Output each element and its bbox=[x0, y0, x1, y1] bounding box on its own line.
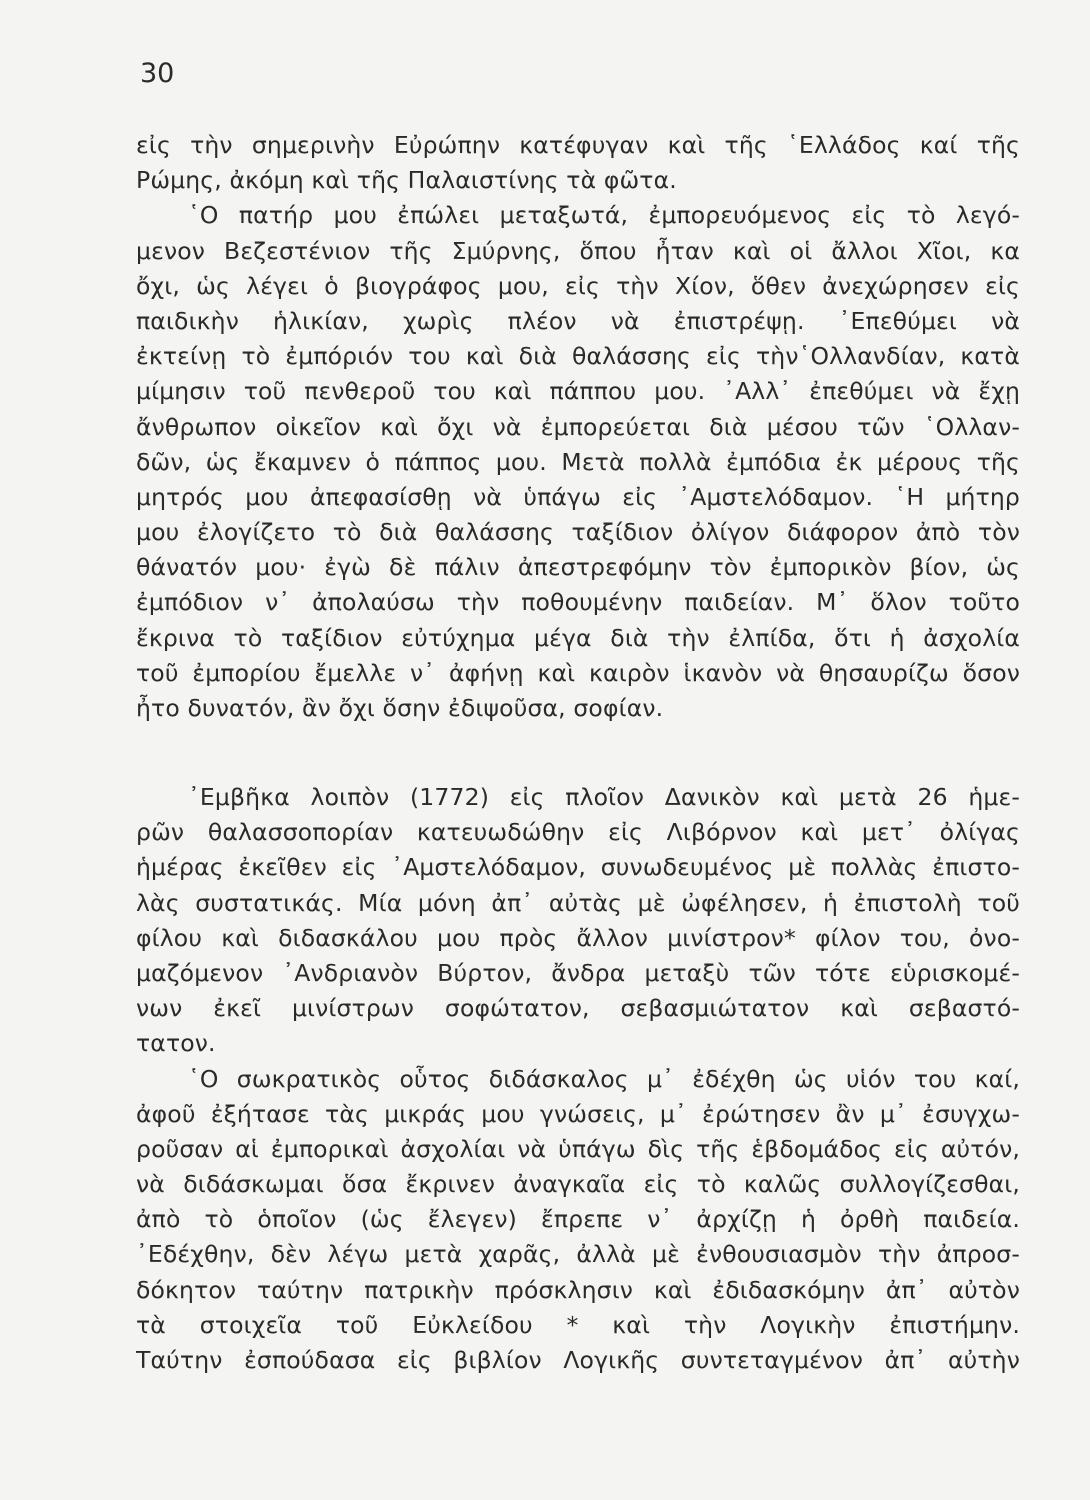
text-line: ἐμπόδιον ν᾿ ἀπολαύσω τὴν ποθουμένην παιδείαν. Μ᾿ ὅλον τοῦτο bbox=[136, 588, 1020, 617]
text-line: παιδικὴν ἡλικίαν, χωρὶς πλέον νὰ ἐπιστρέψῃ. ᾿Επεθύμει νὰ bbox=[136, 306, 1020, 335]
text-line: Ρώμης, ἀκόμη καὶ τῆς Παλαιστίνης τὰ φῶτα. bbox=[136, 166, 677, 195]
text-line: μητρός μου ἀπεφασίσθῃ νὰ ὑπάγω εἰς ᾿Αμστελόδαμον. ῾Η μήτηρ bbox=[136, 482, 1020, 511]
text-line: ὄχι, ὡς λέγει ὁ βιογράφος μου, εἰς τὴν Χίον, ὅθεν ἀνεχώρησεν εἰς bbox=[136, 271, 1020, 300]
text-line: ᾿Εμβῆκα λοιπὸν (1772) εἰς πλοῖον Δανικὸν καὶ μετὰ 26 ἡμε- bbox=[188, 783, 1020, 811]
text-line: τατον. bbox=[136, 1029, 216, 1058]
text-line: φίλου καὶ διδασκάλου μου πρὸς ἄλλον μινίστρον* φίλον του, ὀνο- bbox=[136, 923, 1020, 952]
text-block-lower bbox=[136, 780, 1020, 1378]
text-line: ἄνθρωπον οἰκεῖον καὶ ὄχι νὰ ἐμπορεύεται διὰ μέσου τῶν ῾Ολλαν- bbox=[136, 412, 1020, 441]
text-line: Ταύτην ἐσπούδασα εἰς βιβλίον Λογικῆς συντεταγμένον ἀπ᾿ αὐτὴν bbox=[136, 1346, 1020, 1374]
text-line: ἀφοῦ ἐξήτασε τὰς μικράς μου γνώσεις, μ᾿ ἐρώτησεν ἂν μ᾿ ἐσυγχω- bbox=[136, 1099, 1020, 1128]
text-line: ἔκρινα τὸ ταξίδιον εὐτύχημα μέγα διὰ τὴν ἐλπίδα, ὅτι ἡ ἀσχολία bbox=[136, 623, 1020, 652]
text-line: ἦτο δυνατόν, ἂν ὄχι ὅσην ἐδιψοῦσα, σοφίαν. bbox=[136, 694, 664, 722]
text-line: μου ἐλογίζετο τὸ διὰ θαλάσσης ταξίδιον ὀλίγον διάφορον ἀπὸ τὸν bbox=[136, 518, 1020, 547]
text-line: θάνατόν μου· ἐγὼ δὲ πάλιν ἀπεστρεφόμην τὸν ἐμπορικὸν βίον, ὡς bbox=[136, 553, 1020, 582]
page-number: 30 bbox=[140, 58, 175, 89]
text-line: τοῦ ἐμπορίου ἔμελλε ν᾿ ἀφήνῃ καὶ καιρὸν ἱκανὸν νὰ θησαυρίζω ὅσον bbox=[136, 658, 1020, 687]
text-line: νων ἐκεῖ μινίστρων σοφώτατον, σεβασμιώτατον καὶ σεβαστό- bbox=[136, 994, 1020, 1023]
text-line: δῶν, ὡς ἔκαμνεν ὁ πάππος μου. Μετὰ πολλὰ ἐμπόδια ἐκ μέρους τῆς bbox=[136, 447, 1020, 476]
text-line: ῾Ο σωκρατικὸς οὗτος διδάσκαλος μ᾿ ἐδέχθη ὡς υἱόν του καί, bbox=[188, 1064, 1020, 1093]
text-line: δόκητον ταύτην πατρικὴν πρόσκλησιν καὶ ἐδιδασκόμην ἀπ᾿ αὐτὸν bbox=[136, 1275, 1020, 1304]
text-line: τὰ στοιχεῖα τοῦ Εὐκλείδου * καὶ τὴν Λογικὴν ἐπιστήμην. bbox=[136, 1310, 1020, 1339]
text-line: ἀπὸ τὸ ὁποῖον (ὡς ἔλεγεν) ἔπρεπε ν᾿ ἀρχίζῃ ἡ ὀρθὴ παιδεία. bbox=[136, 1205, 1020, 1234]
text-line: λὰς συστατικάς. Μία μόνη ἀπ᾿ αὐτὰς μὲ ὠφέλησεν, ἡ ἐπιστολὴ τοῦ bbox=[136, 888, 1020, 917]
text-line: μενον Βεζεστένιον τῆς Σμύρνης, ὅπου ἦταν καὶ οἱ ἄλλοι Χῖοι, κα bbox=[136, 236, 1020, 265]
text-line: μαζόμενον ᾿Ανδριανὸν Βύρτον, ἄνδρα μεταξὺ τῶν τότε εὑρισκομέ- bbox=[136, 958, 1020, 987]
text-line: ἐκτείνῃ τὸ ἐμπόριόν του καὶ διὰ θαλάσσης εἰς τὴν῾Ολλανδίαν, κατὰ bbox=[136, 342, 1020, 371]
text-line: ἡμέρας ἐκεῖθεν εἰς ᾿Αμστελόδαμον, συνωδευμένος μὲ πολλὰς ἐπιστο- bbox=[136, 853, 1020, 882]
text-line: εἰς τὴν σημερινὴν Εὐρώπην κατέφυγαν καὶ τῆς ῾Ελλάδος καί τῆς bbox=[136, 131, 1020, 159]
text-block-upper bbox=[136, 128, 1020, 726]
text-line: νὰ διδάσκωμαι ὅσα ἔκρινεν ἀναγκαῖα εἰς τὸ καλῶς συλλογίζεσθαι, bbox=[136, 1170, 1020, 1199]
text-line: ᾿Εδέχθην, δὲν λέγω μετὰ χαρᾶς, ἀλλὰ μὲ ἐνθουσιασμὸν τὴν ἀπροσ- bbox=[136, 1240, 1020, 1269]
text-line: ρῶν θαλασσοπορίαν κατευωδώθην εἰς Λιβόρνον καὶ μετ᾿ ὀλίγας bbox=[136, 818, 1020, 847]
text-line: ροῦσαν αἱ ἐμπορικαὶ ἀσχολίαι νὰ ὑπάγω δὶς τῆς ἑβδομάδος εἰς αὐτόν, bbox=[136, 1134, 1020, 1163]
text-line: μίμησιν τοῦ πενθεροῦ του καὶ πάππου μου. ᾿Αλλ᾿ ἐπεθύμει νὰ ἔχῃ bbox=[136, 377, 1020, 406]
text-line: ῾Ο πατήρ μου ἐπώλει μεταξωτά, ἐμπορευόμενος εἰς τὸ λεγό- bbox=[188, 201, 1020, 230]
